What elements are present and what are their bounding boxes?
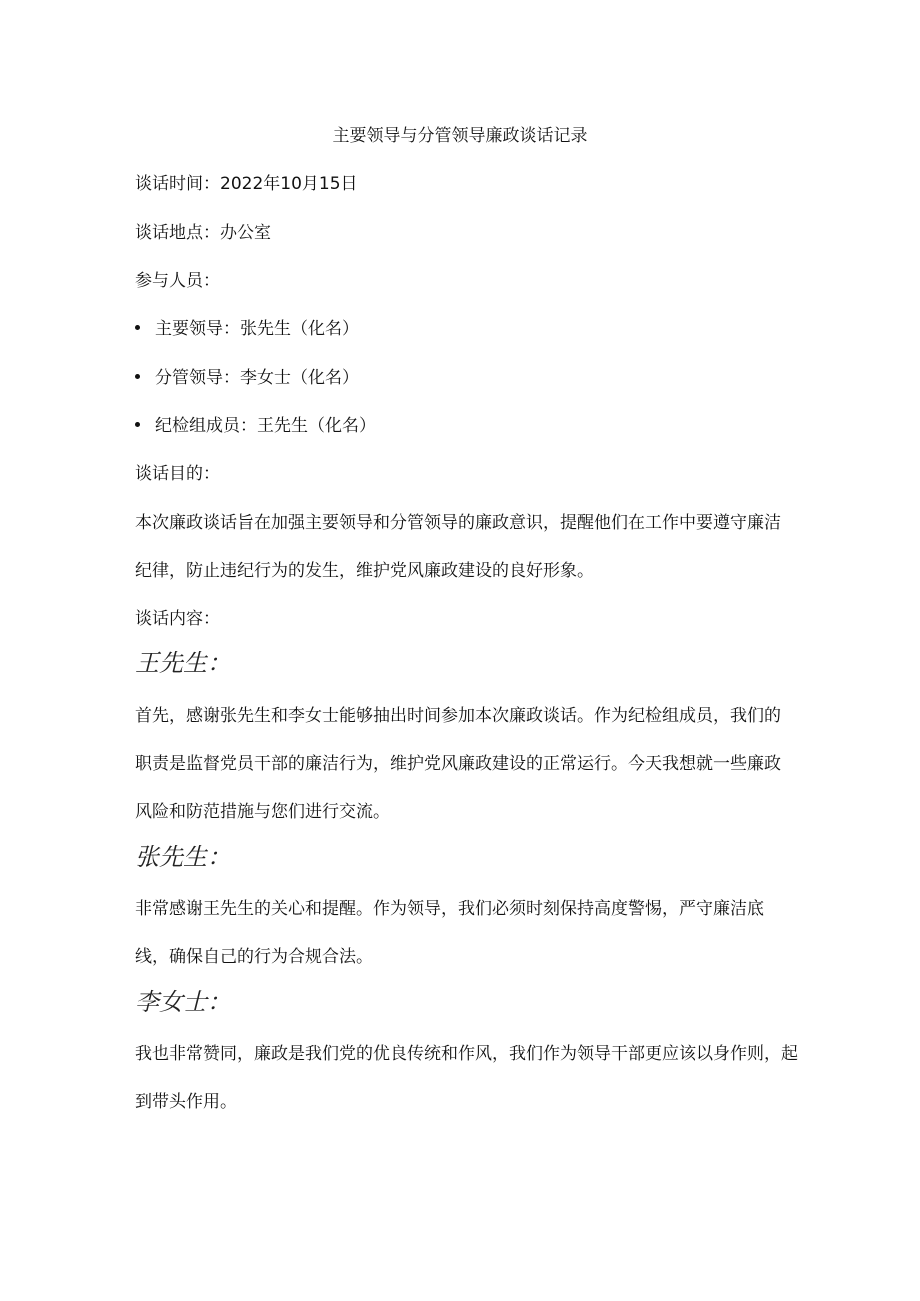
purpose-line: 纪律，防止违纪行为的发生，维护党风廉政建设的良好形象。 — [135, 561, 594, 581]
speaker-name: 张先生： — [135, 843, 231, 871]
bullet-icon — [135, 422, 140, 427]
dialogue-line: 职责是监督党员干部的廉洁行为，维护党风廉政建设的正常运行。今天我想就一些廉政 — [135, 754, 781, 774]
participant-text: 分管领导：李女士（化名） — [155, 368, 359, 388]
document-title: 主要领导与分管领导廉政谈话记录 — [332, 126, 588, 146]
speaker-name: 王先生： — [135, 649, 231, 677]
participant-text: 纪检组成员：王先生（化名） — [155, 416, 376, 436]
purpose-label: 谈话目的： — [135, 464, 220, 484]
dialogue-line: 首先，感谢张先生和李女士能够抽出时间参加本次廉政谈话。作为纪检组成员，我们的 — [135, 706, 781, 726]
bullet-icon — [135, 325, 140, 330]
dialogue-line: 到带头作用。 — [135, 1092, 237, 1112]
participant-item — [135, 366, 359, 390]
content-label: 谈话内容： — [135, 609, 220, 629]
purpose-line: 本次廉政谈话旨在加强主要领导和分管领导的廉政意识，提醒他们在工作中要遵守廉洁 — [135, 513, 781, 533]
participant-text: 主要领导：张先生（化名） — [155, 319, 359, 339]
dialogue-line: 我也非常赞同，廉政是我们党的优良传统和作风，我们作为领导干部更应该以身作则，起 — [135, 1044, 798, 1064]
dialogue-line: 线，确保自己的行为合规合法。 — [135, 947, 373, 967]
participant-item — [135, 317, 359, 341]
speaker-name: 李女士： — [135, 988, 231, 1016]
talk-time: 谈话时间：2022年10月15日 — [135, 174, 358, 194]
participants-label: 参与人员： — [135, 271, 220, 291]
dialogue-line: 非常感谢王先生的关心和提醒。作为领导，我们必须时刻保持高度警惕，严守廉洁底 — [135, 899, 764, 919]
talk-place: 谈话地点：办公室 — [135, 223, 271, 243]
participant-item — [135, 414, 376, 438]
dialogue-line: 风险和防范措施与您们进行交流。 — [135, 802, 390, 822]
bullet-icon — [135, 374, 140, 379]
